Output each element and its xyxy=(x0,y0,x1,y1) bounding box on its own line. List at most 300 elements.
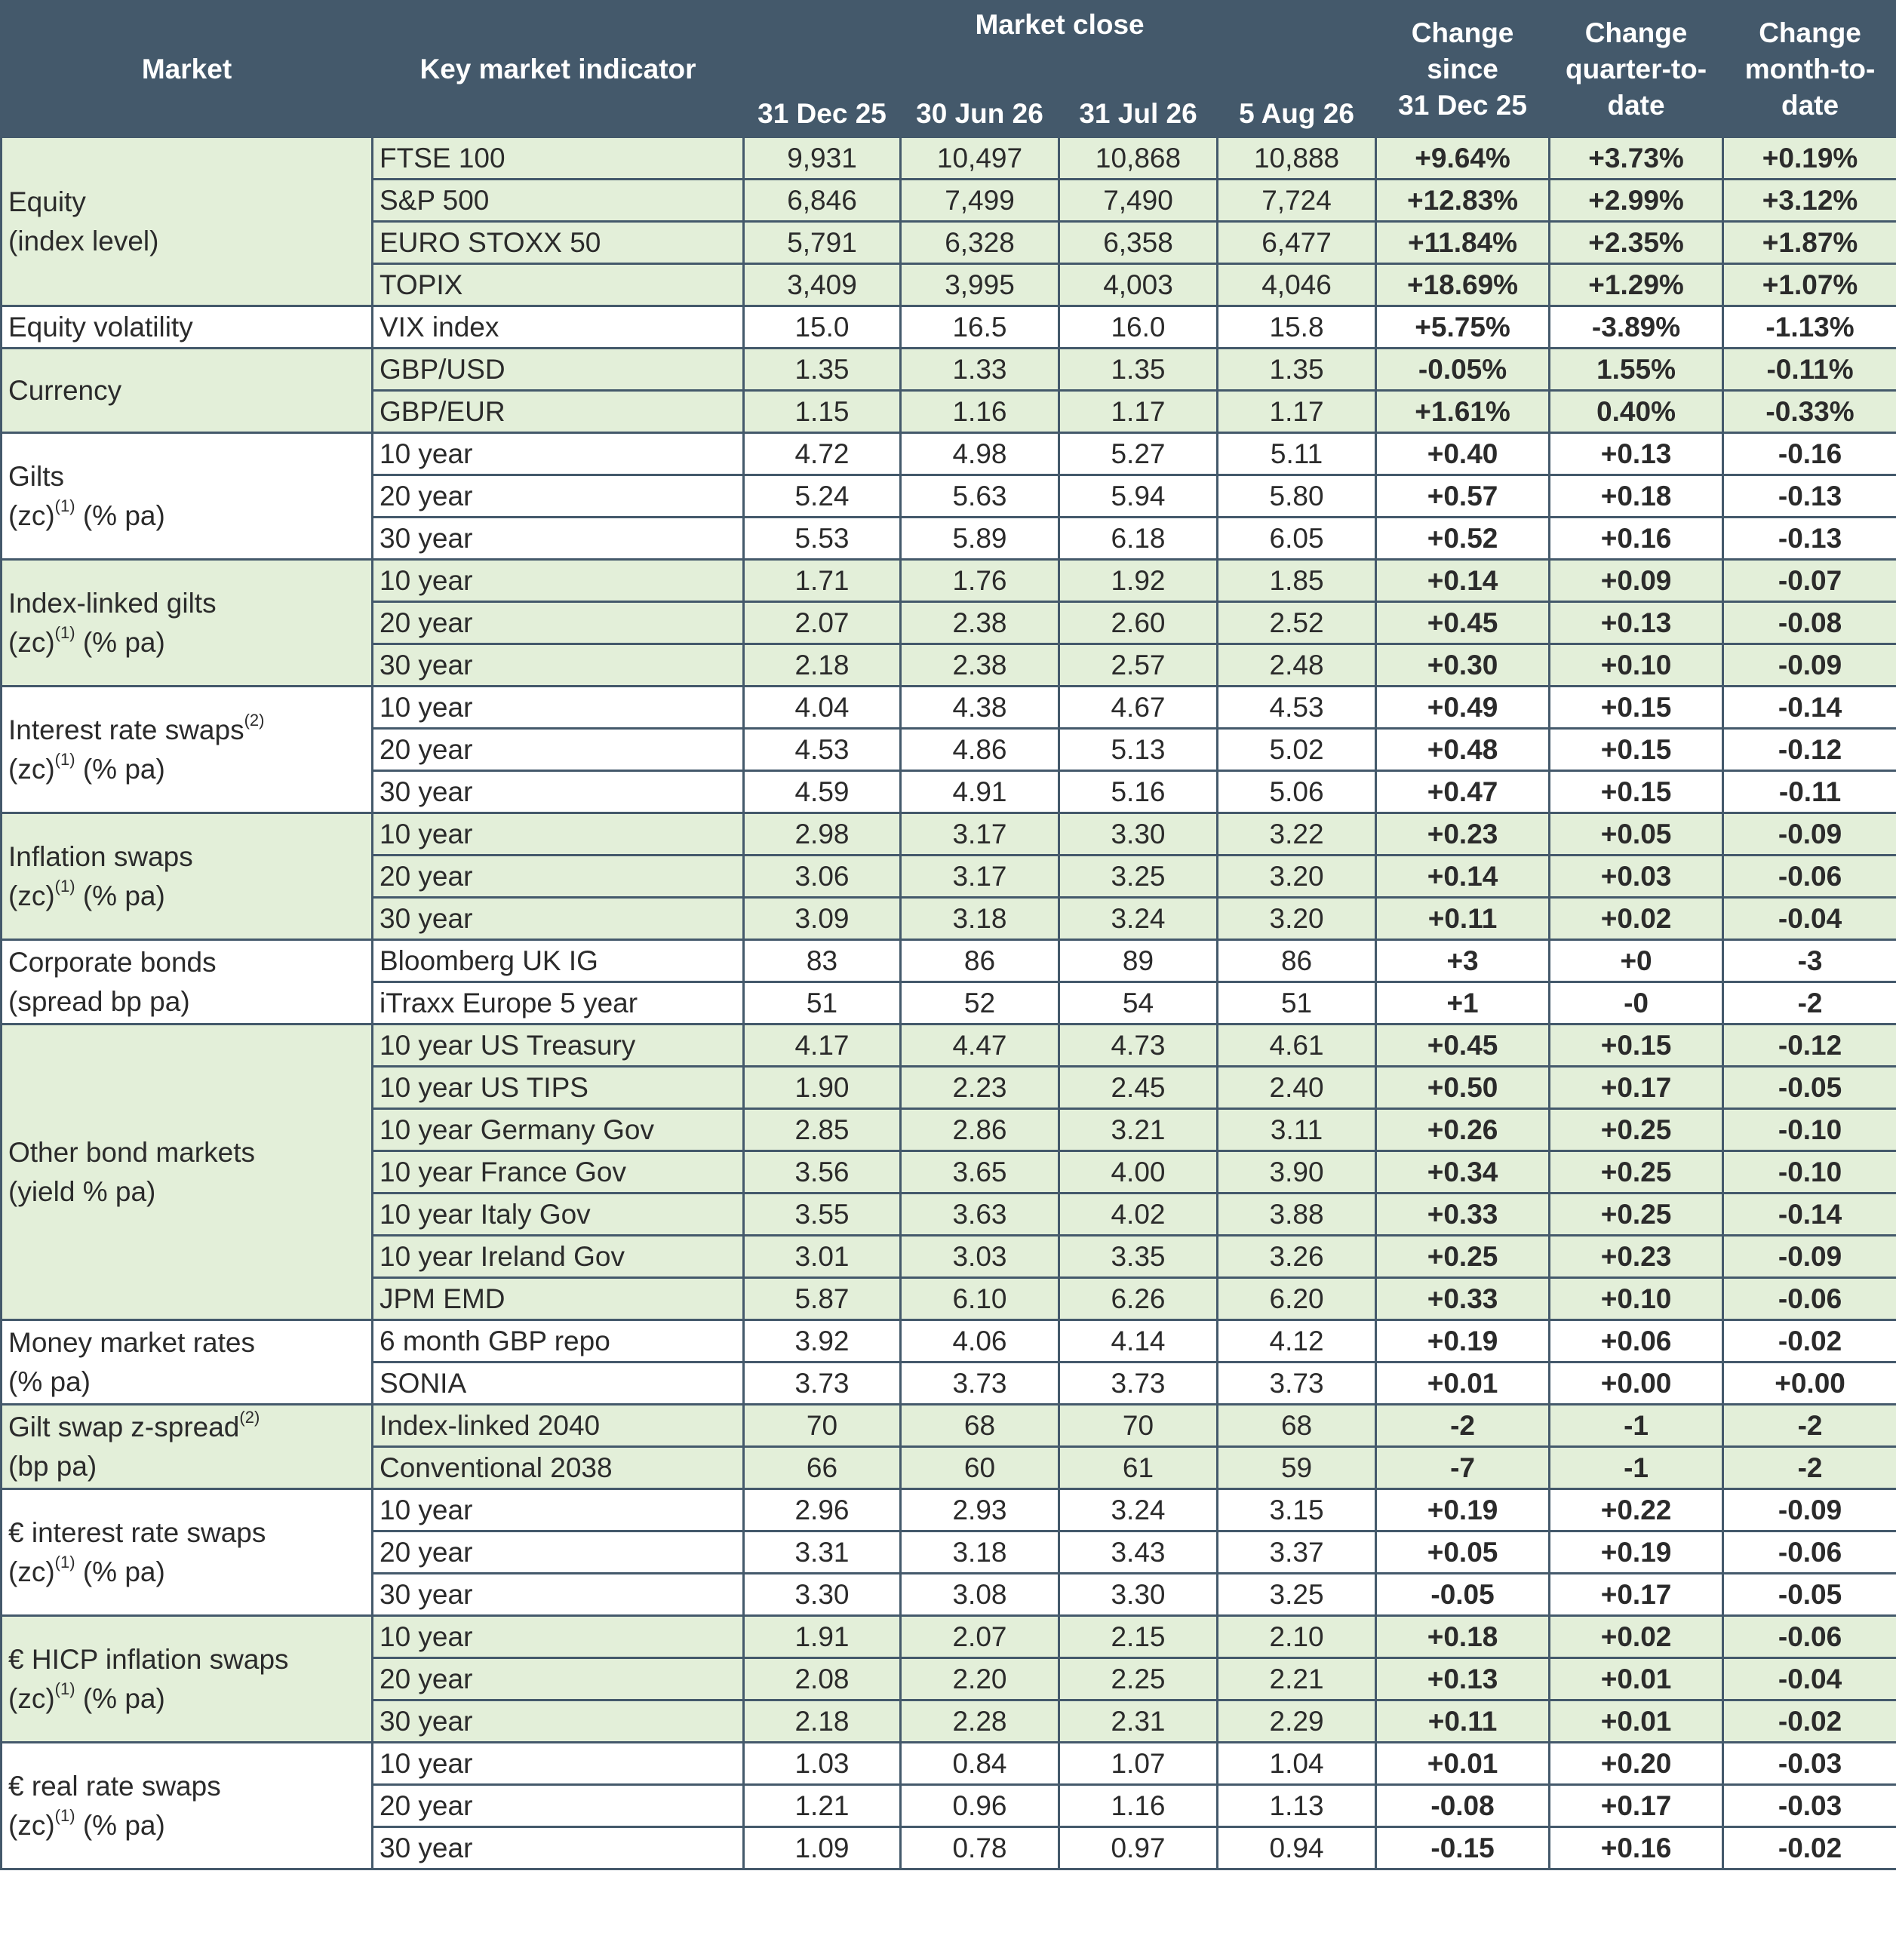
market-category-line xyxy=(8,841,193,872)
close-value: 86 xyxy=(1218,940,1376,982)
close-value: 10,497 xyxy=(901,137,1059,180)
market-category xyxy=(2,813,373,940)
indicator-name: 20 year xyxy=(373,602,744,644)
change-value: -3 xyxy=(1723,940,1896,982)
indicator-name: FTSE 100 xyxy=(373,137,744,180)
indicator-name: 20 year xyxy=(373,856,744,898)
close-value: 3.17 xyxy=(901,813,1059,856)
market-category-line xyxy=(8,186,86,217)
close-value: 2.18 xyxy=(744,644,901,687)
change-value: -0.14 xyxy=(1723,1194,1896,1236)
close-value: 3.24 xyxy=(1059,1489,1218,1531)
change-value: +0.10 xyxy=(1550,1278,1723,1320)
market-category-line xyxy=(8,1451,97,1482)
change-value: +0.19 xyxy=(1550,1531,1723,1574)
table-row xyxy=(2,940,1896,982)
close-value: 4.98 xyxy=(901,433,1059,475)
change-value: -0.12 xyxy=(1723,729,1896,771)
close-value: 1.17 xyxy=(1218,391,1376,433)
change-value: -0.03 xyxy=(1723,1785,1896,1827)
indicator-name: 10 year xyxy=(373,813,744,856)
change-value: +0.01 xyxy=(1550,1700,1723,1743)
close-value: 3.37 xyxy=(1218,1531,1376,1574)
change-value: -0.13 xyxy=(1723,518,1896,560)
market-label-text: Corporate bonds xyxy=(8,946,217,978)
change-value: +0.01 xyxy=(1376,1743,1550,1785)
close-value: 4.12 xyxy=(1218,1320,1376,1362)
close-value: 7,490 xyxy=(1059,180,1218,222)
table-row xyxy=(2,1405,1896,1447)
indicator-name: 10 year France Gov xyxy=(373,1151,744,1194)
table-row xyxy=(2,1025,1896,1067)
close-value: 3.15 xyxy=(1218,1489,1376,1531)
close-value: 51 xyxy=(1218,982,1376,1025)
header-date: 5 Aug 26 xyxy=(1218,96,1376,137)
close-value: 4.59 xyxy=(744,771,901,813)
close-value: 1.03 xyxy=(744,1743,901,1785)
close-value: 3.01 xyxy=(744,1236,901,1278)
close-value: 59 xyxy=(1218,1447,1376,1489)
change-value: +3.73% xyxy=(1550,137,1723,180)
market-label-text: Other bond markets xyxy=(8,1136,255,1168)
footnote-marker: (1) xyxy=(54,496,75,516)
close-value: 3.90 xyxy=(1218,1151,1376,1194)
change-value: -0.06 xyxy=(1723,856,1896,898)
change-value: +0.18 xyxy=(1376,1616,1550,1658)
close-value: 5,791 xyxy=(744,222,901,264)
close-value: 4.06 xyxy=(901,1320,1059,1362)
change-value: +0.17 xyxy=(1550,1067,1723,1109)
change-value: -0.11% xyxy=(1723,349,1896,391)
close-value: 2.86 xyxy=(901,1109,1059,1151)
change-value: -0.06 xyxy=(1723,1616,1896,1658)
close-value: 3.06 xyxy=(744,856,901,898)
market-category-line xyxy=(8,1517,266,1548)
close-value: 3.18 xyxy=(901,898,1059,940)
table-row xyxy=(2,1320,1896,1362)
change-value: +0.50 xyxy=(1376,1067,1550,1109)
market-label-text: (zc) xyxy=(8,1809,55,1841)
table-header xyxy=(2,2,1896,137)
footnote-marker: (1) xyxy=(54,1553,75,1572)
change-value: 0.40% xyxy=(1550,391,1723,433)
close-value: 0.94 xyxy=(1218,1827,1376,1869)
close-value: 3.43 xyxy=(1059,1531,1218,1574)
change-value: +0.00 xyxy=(1550,1362,1723,1405)
close-value: 1.92 xyxy=(1059,560,1218,602)
close-value: 5.53 xyxy=(744,518,901,560)
market-label-text: (% pa) xyxy=(75,499,165,531)
close-value: 2.23 xyxy=(901,1067,1059,1109)
footnote-marker: (1) xyxy=(54,750,75,770)
change-value: -0.04 xyxy=(1723,1658,1896,1700)
close-value: 2.21 xyxy=(1218,1658,1376,1700)
change-value: +0.34 xyxy=(1376,1151,1550,1194)
market-label-text: € HICP inflation swaps xyxy=(8,1643,289,1675)
indicator-name: JPM EMD xyxy=(373,1278,744,1320)
close-value: 4.02 xyxy=(1059,1194,1218,1236)
change-value: -0.11 xyxy=(1723,771,1896,813)
market-label-text: (% pa) xyxy=(75,626,165,658)
change-value: -0.09 xyxy=(1723,644,1896,687)
change-value: +0.13 xyxy=(1376,1658,1550,1700)
change-value: +2.99% xyxy=(1550,180,1723,222)
market-label-text: Index-linked gilts xyxy=(8,587,217,619)
market-label-text: (bp pa) xyxy=(8,1450,97,1482)
market-category xyxy=(2,560,373,687)
close-value: 3.56 xyxy=(744,1151,901,1194)
table-row xyxy=(2,560,1896,602)
header-market: Market xyxy=(2,2,373,137)
indicator-name: 10 year US TIPS xyxy=(373,1067,744,1109)
indicator-name: 10 year Germany Gov xyxy=(373,1109,744,1151)
close-value: 1.21 xyxy=(744,1785,901,1827)
market-category xyxy=(2,137,373,306)
market-category-line xyxy=(8,1137,255,1168)
close-value: 2.48 xyxy=(1218,644,1376,687)
table-row xyxy=(2,1489,1896,1531)
header-market-close: Market close xyxy=(744,2,1376,96)
close-value: 3,409 xyxy=(744,264,901,306)
market-category-line xyxy=(8,1553,165,1587)
close-value: 2.45 xyxy=(1059,1067,1218,1109)
close-value: 2.07 xyxy=(744,602,901,644)
change-value: -0.10 xyxy=(1723,1109,1896,1151)
close-value: 2.18 xyxy=(744,1700,901,1743)
close-value: 1.16 xyxy=(1059,1785,1218,1827)
close-value: 1.90 xyxy=(744,1067,901,1109)
change-value: +0.14 xyxy=(1376,856,1550,898)
indicator-name: 10 year xyxy=(373,433,744,475)
change-value: +0.01 xyxy=(1550,1658,1723,1700)
close-value: 4.53 xyxy=(744,729,901,771)
table-row xyxy=(2,1616,1896,1658)
change-value: -0.05 xyxy=(1376,1574,1550,1616)
close-value: 2.85 xyxy=(744,1109,901,1151)
header-date: 31 Jul 26 xyxy=(1059,96,1218,137)
indicator-name: 30 year xyxy=(373,518,744,560)
change-value: +0.22 xyxy=(1550,1489,1723,1531)
market-category-line xyxy=(8,623,165,658)
change-value: -0.16 xyxy=(1723,433,1896,475)
change-value: -0.06 xyxy=(1723,1531,1896,1574)
market-category-line xyxy=(8,711,265,745)
indicator-name: 10 year Ireland Gov xyxy=(373,1236,744,1278)
change-value: +0.01 xyxy=(1376,1362,1550,1405)
close-value: 2.07 xyxy=(901,1616,1059,1658)
market-category-line xyxy=(8,1679,165,1714)
change-value: +0.00 xyxy=(1723,1362,1896,1405)
change-value: +0.02 xyxy=(1550,898,1723,940)
change-value: +0.57 xyxy=(1376,475,1550,518)
change-value: +0.52 xyxy=(1376,518,1550,560)
indicator-name: 20 year xyxy=(373,1658,744,1700)
market-label-text: (zc) xyxy=(8,753,55,785)
close-value: 5.27 xyxy=(1059,433,1218,475)
close-value: 2.96 xyxy=(744,1489,901,1531)
market-category-line xyxy=(8,226,158,257)
change-value: +0.19 xyxy=(1376,1320,1550,1362)
close-value: 83 xyxy=(744,940,901,982)
change-value: +3.12% xyxy=(1723,180,1896,222)
indicator-name: Conventional 2038 xyxy=(373,1447,744,1489)
close-value: 2.60 xyxy=(1059,602,1218,644)
change-value: +1.07% xyxy=(1723,264,1896,306)
market-category xyxy=(2,1405,373,1489)
close-value: 5.06 xyxy=(1218,771,1376,813)
market-category-line xyxy=(8,947,217,978)
change-value: -0.08 xyxy=(1723,602,1896,644)
market-category-line xyxy=(8,588,217,619)
close-value: 2.52 xyxy=(1218,602,1376,644)
table-body xyxy=(2,137,1896,1869)
close-value: 3.11 xyxy=(1218,1109,1376,1151)
market-label-text: (zc) xyxy=(8,1682,55,1714)
change-value: +0 xyxy=(1550,940,1723,982)
close-value: 5.16 xyxy=(1059,771,1218,813)
market-label-text: Equity volatility xyxy=(8,311,193,343)
indicator-name: 30 year xyxy=(373,771,744,813)
market-label-text: Gilt swap z-spread xyxy=(8,1411,240,1442)
change-value: -1.13% xyxy=(1723,306,1896,349)
close-value: 1.35 xyxy=(1059,349,1218,391)
change-value: +0.25 xyxy=(1550,1109,1723,1151)
close-value: 52 xyxy=(901,982,1059,1025)
close-value: 68 xyxy=(1218,1405,1376,1447)
market-category-line xyxy=(8,1408,260,1442)
indicator-name: 30 year xyxy=(373,644,744,687)
change-value: -0.12 xyxy=(1723,1025,1896,1067)
market-category-line xyxy=(8,496,165,531)
close-value: 7,499 xyxy=(901,180,1059,222)
close-value: 2.93 xyxy=(901,1489,1059,1531)
close-value: 61 xyxy=(1059,1447,1218,1489)
market-label-text: (% pa) xyxy=(8,1366,91,1397)
close-value: 5.24 xyxy=(744,475,901,518)
close-value: 4.53 xyxy=(1218,687,1376,729)
market-category xyxy=(2,1489,373,1616)
indicator-name: VIX index xyxy=(373,306,744,349)
market-label-text: € interest rate swaps xyxy=(8,1516,266,1548)
indicator-name: GBP/EUR xyxy=(373,391,744,433)
close-value: 2.29 xyxy=(1218,1700,1376,1743)
close-value: 0.78 xyxy=(901,1827,1059,1869)
change-value: 1.55% xyxy=(1550,349,1723,391)
indicator-name: 20 year xyxy=(373,1531,744,1574)
close-value: 2.08 xyxy=(744,1658,901,1700)
change-value: -0.09 xyxy=(1723,1489,1896,1531)
close-value: 89 xyxy=(1059,940,1218,982)
change-value: +1 xyxy=(1376,982,1550,1025)
change-value: +0.45 xyxy=(1376,602,1550,644)
close-value: 3.25 xyxy=(1218,1574,1376,1616)
change-value: -7 xyxy=(1376,1447,1550,1489)
indicator-name: 30 year xyxy=(373,1700,744,1743)
change-value: +0.48 xyxy=(1376,729,1550,771)
change-value: +1.87% xyxy=(1723,222,1896,264)
close-value: 3.09 xyxy=(744,898,901,940)
indicator-name: 30 year xyxy=(373,1827,744,1869)
close-value: 3.65 xyxy=(901,1151,1059,1194)
close-value: 3.63 xyxy=(901,1194,1059,1236)
close-value: 0.84 xyxy=(901,1743,1059,1785)
change-value: +0.33 xyxy=(1376,1278,1550,1320)
close-value: 6.10 xyxy=(901,1278,1059,1320)
market-label-text: (zc) xyxy=(8,880,55,911)
footnote-marker: (1) xyxy=(54,877,75,896)
close-value: 1.17 xyxy=(1059,391,1218,433)
indicator-name: SONIA xyxy=(373,1362,744,1405)
close-value: 4.17 xyxy=(744,1025,901,1067)
close-value: 1.09 xyxy=(744,1827,901,1869)
close-value: 6.26 xyxy=(1059,1278,1218,1320)
change-value: +0.13 xyxy=(1550,602,1723,644)
close-value: 2.15 xyxy=(1059,1616,1218,1658)
change-value: +0.19% xyxy=(1723,137,1896,180)
close-value: 1.71 xyxy=(744,560,901,602)
change-value: +0.05 xyxy=(1376,1531,1550,1574)
change-value: +0.06 xyxy=(1550,1320,1723,1362)
change-value: +0.02 xyxy=(1550,1616,1723,1658)
indicator-name: GBP/USD xyxy=(373,349,744,391)
close-value: 4.04 xyxy=(744,687,901,729)
market-category-line xyxy=(8,1806,165,1841)
change-value: -0.04 xyxy=(1723,898,1896,940)
close-value: 4.67 xyxy=(1059,687,1218,729)
change-value: +1.29% xyxy=(1550,264,1723,306)
change-value: -0.02 xyxy=(1723,1827,1896,1869)
close-value: 1.91 xyxy=(744,1616,901,1658)
market-category-line xyxy=(8,461,64,492)
close-value: 4.72 xyxy=(744,433,901,475)
indicator-name: Bloomberg UK IG xyxy=(373,940,744,982)
market-label-text: (yield % pa) xyxy=(8,1175,156,1207)
table-row xyxy=(2,306,1896,349)
close-value: 2.28 xyxy=(901,1700,1059,1743)
close-value: 3.17 xyxy=(901,856,1059,898)
market-label-text: Money market rates xyxy=(8,1326,255,1358)
change-value: +0.26 xyxy=(1376,1109,1550,1151)
change-value: -2 xyxy=(1376,1405,1550,1447)
header-change-qtd: Change quarter-to- date xyxy=(1550,2,1723,137)
change-value: -2 xyxy=(1723,1447,1896,1489)
close-value: 5.63 xyxy=(901,475,1059,518)
close-value: 5.11 xyxy=(1218,433,1376,475)
close-value: 3.08 xyxy=(901,1574,1059,1616)
close-value: 2.57 xyxy=(1059,644,1218,687)
footnote-marker: (1) xyxy=(54,1806,75,1826)
market-label-text: Interest rate swaps xyxy=(8,714,244,745)
market-category-line xyxy=(8,1771,221,1802)
footnote-marker: (2) xyxy=(239,1408,260,1427)
close-value: 3.92 xyxy=(744,1320,901,1362)
change-value: +0.16 xyxy=(1550,1827,1723,1869)
close-value: 51 xyxy=(744,982,901,1025)
close-value: 3.03 xyxy=(901,1236,1059,1278)
footnote-marker: (2) xyxy=(244,711,265,730)
change-value: -1 xyxy=(1550,1447,1723,1489)
change-value: +0.16 xyxy=(1550,518,1723,560)
market-label-text: (% pa) xyxy=(75,1682,165,1714)
close-value: 1.16 xyxy=(901,391,1059,433)
table-row xyxy=(2,137,1896,180)
table-row xyxy=(2,1743,1896,1785)
close-value: 1.13 xyxy=(1218,1785,1376,1827)
indicator-name: iTraxx Europe 5 year xyxy=(373,982,744,1025)
change-value: +0.18 xyxy=(1550,475,1723,518)
close-value: 3,995 xyxy=(901,264,1059,306)
close-value: 3.20 xyxy=(1218,898,1376,940)
change-value: +0.20 xyxy=(1550,1743,1723,1785)
market-label-text: (zc) xyxy=(8,499,55,531)
close-value: 0.96 xyxy=(901,1785,1059,1827)
close-value: 3.35 xyxy=(1059,1236,1218,1278)
change-value: -3.89% xyxy=(1550,306,1723,349)
change-value: +12.83% xyxy=(1376,180,1550,222)
market-label-text: € real rate swaps xyxy=(8,1770,221,1802)
change-value: +0.45 xyxy=(1376,1025,1550,1067)
change-value: +18.69% xyxy=(1376,264,1550,306)
close-value: 4,046 xyxy=(1218,264,1376,306)
close-value: 3.31 xyxy=(744,1531,901,1574)
change-value: +0.40 xyxy=(1376,433,1550,475)
footnote-marker: (1) xyxy=(54,623,75,643)
close-value: 3.18 xyxy=(901,1531,1059,1574)
indicator-name: 20 year xyxy=(373,475,744,518)
close-value: 16.5 xyxy=(901,306,1059,349)
close-value: 5.87 xyxy=(744,1278,901,1320)
change-value: -0.13 xyxy=(1723,475,1896,518)
market-category xyxy=(2,1025,373,1320)
market-category-line xyxy=(8,312,193,343)
table-row xyxy=(2,349,1896,391)
close-value: 10,868 xyxy=(1059,137,1218,180)
close-value: 1.33 xyxy=(901,349,1059,391)
close-value: 70 xyxy=(1059,1405,1218,1447)
change-value: +0.03 xyxy=(1550,856,1723,898)
close-value: 2.31 xyxy=(1059,1700,1218,1743)
table-row xyxy=(2,687,1896,729)
indicator-name: 30 year xyxy=(373,1574,744,1616)
indicator-name: 10 year xyxy=(373,1743,744,1785)
close-value: 3.73 xyxy=(1218,1362,1376,1405)
close-value: 6,477 xyxy=(1218,222,1376,264)
indicator-name: 30 year xyxy=(373,898,744,940)
market-label-text: (spread bp pa) xyxy=(8,985,190,1017)
close-value: 2.25 xyxy=(1059,1658,1218,1700)
market-label-text: (% pa) xyxy=(75,1809,165,1841)
header-change-mtd: Change month-to- date xyxy=(1723,2,1896,137)
change-value: +0.14 xyxy=(1376,560,1550,602)
close-value: 5.02 xyxy=(1218,729,1376,771)
change-value: +1.61% xyxy=(1376,391,1550,433)
indicator-name: Index-linked 2040 xyxy=(373,1405,744,1447)
close-value: 3.73 xyxy=(744,1362,901,1405)
close-value: 1.35 xyxy=(1218,349,1376,391)
change-value: -0.02 xyxy=(1723,1320,1896,1362)
market-category xyxy=(2,1616,373,1743)
market-category xyxy=(2,306,373,349)
market-label-text: Currency xyxy=(8,374,122,406)
market-category-line xyxy=(8,750,165,785)
change-value: -0.02 xyxy=(1723,1700,1896,1743)
close-value: 3.30 xyxy=(1059,1574,1218,1616)
close-value: 5.94 xyxy=(1059,475,1218,518)
close-value: 5.13 xyxy=(1059,729,1218,771)
market-label-text: (% pa) xyxy=(75,1556,165,1587)
close-value: 70 xyxy=(744,1405,901,1447)
close-value: 3.20 xyxy=(1218,856,1376,898)
